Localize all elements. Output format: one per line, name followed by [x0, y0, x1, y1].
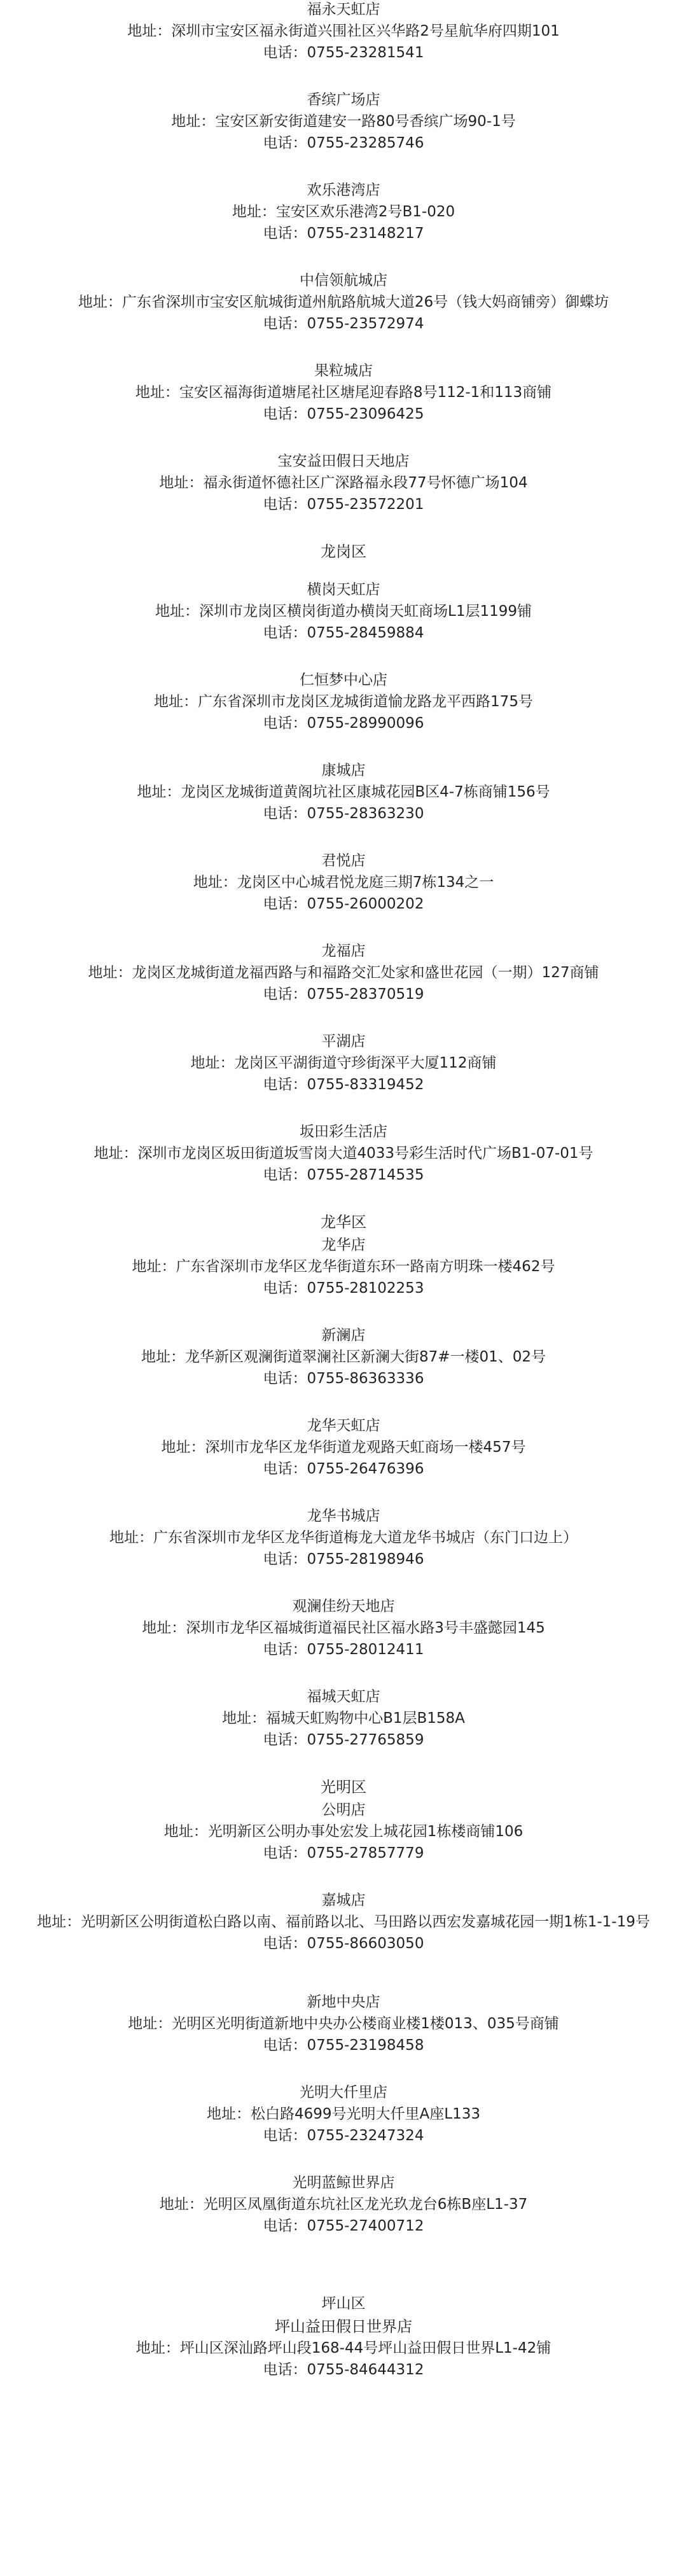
store-phone: 电话：0755-23198458: [263, 2037, 424, 2054]
store-phone: 电话：0755-28714535: [263, 1167, 424, 1183]
store-phone: 电话：0755-28990096: [263, 715, 424, 732]
store-name: 福城天虹店: [307, 1688, 380, 1705]
store-address: 地址：福永街道怀德社区广深路福永段77号怀德广场104: [159, 475, 528, 491]
store-name: 龙华天虹店: [307, 1417, 380, 1434]
store-phone: 电话：0755-23096425: [263, 406, 424, 422]
store-phone: 电话：0755-27400712: [263, 2218, 424, 2234]
store-name: 欢乐港湾店: [307, 182, 380, 198]
store-phone: 电话：0755-28012411: [263, 1641, 424, 1658]
store-name: 观澜佳纷天地店: [292, 1598, 395, 1615]
store-address: 地址：深圳市龙岗区横岗街道办横岗天虹商场L1层1199铺: [155, 603, 532, 620]
store-name: 龙华书城店: [307, 1508, 380, 1524]
store-address: 地址：广东省深圳市龙华区龙华街道东环一路南方明珠一楼462号: [132, 1258, 555, 1275]
store-phone: 电话：0755-28102253: [263, 1280, 424, 1297]
store-address: 地址：龙岗区龙城街道龙福西路与和福路交汇处家和盛世花园（一期）127商铺: [88, 964, 599, 981]
store-address: 地址：龙华新区观澜街道翠澜社区新澜大街87#一楼01、02号: [141, 1349, 546, 1365]
store-name: 龙华店: [321, 1237, 366, 1253]
store-address: 地址：龙岗区龙城街道黄阁坑社区康城花园B区4-7栋商铺156号: [137, 784, 550, 800]
store-phone: 电话：0755-26476396: [263, 1461, 424, 1477]
store-name: 光明大仟里店: [300, 2084, 387, 2101]
store-name: 新地中央店: [307, 1994, 380, 2010]
store-address: 地址：宝安区欢乐港湾2号B1-020: [232, 204, 455, 220]
store-address: 地址：光明区光明街道新地中央办公楼商业楼1楼013、035号商铺: [128, 2016, 559, 2032]
store-phone: 电话：0755-27765859: [263, 1732, 424, 1748]
store-address: 地址：龙岗区中心城君悦龙庭三期7栋134之一: [193, 874, 494, 891]
store-address: 地址：深圳市龙华区福城街道福民社区福水路3号丰盛懿园145: [142, 1620, 545, 1636]
store-address: 地址：广东省深圳市龙岗区龙城街道愉龙路龙平西路175号: [154, 693, 533, 710]
store-address: 地址：深圳市宝安区福永街道兴围社区兴华路2号星航华府四期101: [127, 23, 560, 39]
store-name: 君悦店: [321, 853, 366, 869]
store-name: 横岗天虹店: [307, 581, 380, 598]
store-phone: 电话：0755-28370519: [263, 986, 424, 1003]
store-phone: 电话：0755-27857779: [263, 1845, 424, 1862]
store-phone: 电话：0755-86603050: [263, 1935, 424, 1952]
store-address: 地址：广东省深圳市宝安区航城街道州航路航城大道26号（钱大妈商铺旁）御蝶坊: [78, 294, 609, 310]
store-name: 果粒城店: [314, 363, 373, 379]
store-name: 仁恒梦中心店: [300, 672, 387, 688]
store-name: 中信领航城店: [300, 272, 387, 289]
store-name: 宝安益田假日天地店: [277, 453, 410, 470]
store-phone: 电话：0755-86363336: [263, 1370, 424, 1387]
store-phone: 电话：0755-26000202: [263, 896, 424, 912]
store-phone: 电话：0755-28363230: [263, 805, 424, 822]
store-phone: 电话：0755-23285746: [263, 135, 424, 151]
store-address: 地址：福城天虹购物中心B1层B158A: [222, 1710, 465, 1727]
district-heading: 龙华区: [321, 1213, 366, 1231]
store-address: 地址：坪山区深汕路坪山段168-44号坪山益田假日世界L1-42铺: [135, 2340, 552, 2357]
store-name: 平湖店: [321, 1033, 366, 1050]
store-address: 地址：光明新区公明街道松白路以南、福前路以北、马田路以西宏发嘉城花园一期1栋1-1-19号: [37, 1914, 650, 1930]
store-address: 地址：光明区凤凰街道东坑社区龙光玖龙台6栋B座L1-37: [159, 2196, 528, 2213]
store-address: 地址：松白路4699号光明大仟里A座L133: [207, 2106, 480, 2122]
store-name: 坂田彩生活店: [300, 1124, 387, 1140]
store-phone: 电话：0755-83319452: [263, 1076, 424, 1093]
store-phone: 电话：0755-23572201: [263, 496, 424, 513]
store-name: 公明店: [321, 1802, 366, 1818]
store-name: 嘉城店: [321, 1892, 366, 1909]
store-name: 福永天虹店: [307, 1, 380, 18]
store-address: 地址：宝安区福海街道塘尾社区塘尾迎春路8号112-1和113商铺: [135, 384, 552, 401]
store-address: 地址：广东省深圳市龙华区龙华街道梅龙大道龙华书城店（东门口边上）: [109, 1529, 578, 1546]
store-name: 新澜店: [321, 1327, 366, 1344]
store-name: 坪山区: [321, 2295, 366, 2312]
store-phone: 电话：0755-23281541: [263, 45, 424, 61]
store-address: 地址：深圳市龙华区龙华街道龙观路天虹商场一楼457号: [161, 1439, 526, 1456]
store-address: 地址：龙岗区平湖街道守珍街深平大厦112商铺: [190, 1055, 497, 1071]
district-heading: 光明区: [321, 1778, 366, 1796]
store-name: 龙福店: [321, 943, 366, 959]
store-address: 地址：深圳市龙岗区坂田街道坂雪岗大道4033号彩生活时代广场B1-07-01号: [94, 1145, 593, 1162]
store-phone: 电话：0755-23247324: [263, 2127, 424, 2144]
district-heading: 坪山益田假日世界店: [275, 2318, 412, 2336]
store-phone: 电话：0755-23148217: [263, 225, 424, 242]
store-address: 地址：宝安区新安街道建安一路80号香缤广场90-1号: [171, 113, 516, 130]
store-name: 光明蓝鲸世界店: [292, 2175, 395, 2191]
store-phone: 电话：0755-84644312: [263, 2362, 424, 2378]
store-phone: 电话：0755-23572974: [263, 316, 424, 332]
store-name: 香缤广场店: [307, 92, 380, 108]
store-address: 地址：光明新区公明办事处宏发上城花园1栋楼商铺106: [163, 1823, 524, 1840]
store-phone: 电话：0755-28198946: [263, 1551, 424, 1568]
district-heading: 龙岗区: [321, 543, 366, 560]
store-name: 康城店: [321, 762, 366, 779]
store-phone: 电话：0755-28459884: [263, 625, 424, 641]
